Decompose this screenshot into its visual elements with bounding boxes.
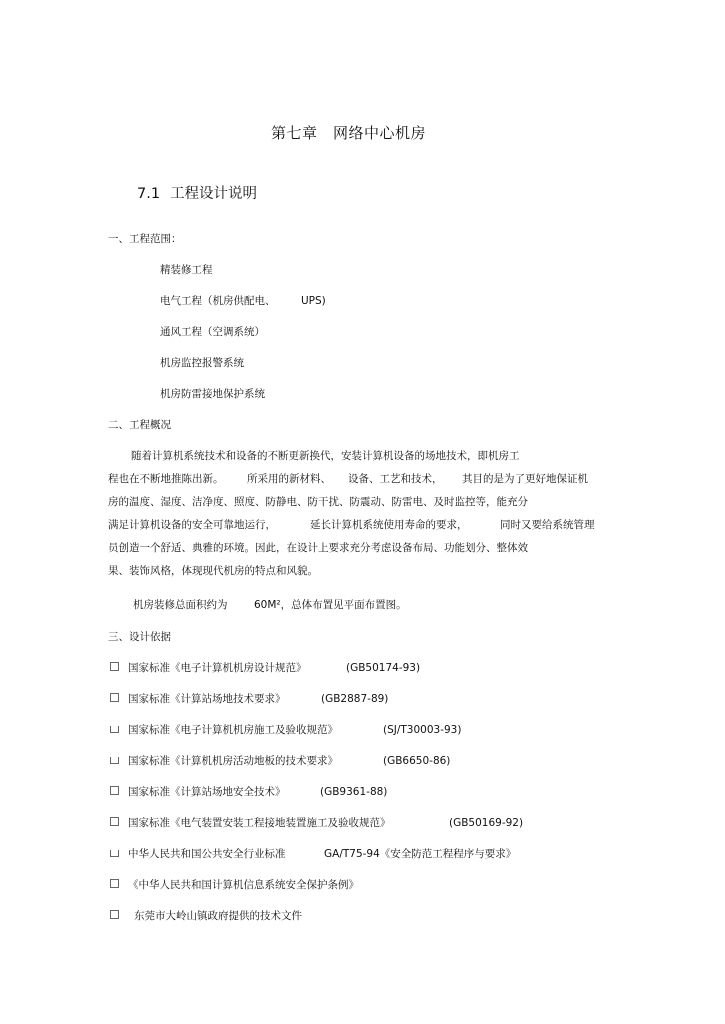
- part3-heading: 三、设计依据: [108, 631, 171, 643]
- checkbox-icon: [110, 662, 119, 671]
- overview-line: 所采用的新材料、: [247, 473, 331, 485]
- scope-item: 精装修工程: [160, 264, 213, 276]
- overview-line: 果、装饰风格，体现现代机房的特点和风貌。: [108, 565, 318, 577]
- overview-line: 房的温度、湿度、洁净度、照度、防静电、防干扰、防震动、防雷电、及时监控等，能充分: [108, 496, 528, 508]
- overview-line: 员创造一个舒适、典雅的环境。因此，在设计上要求充分考虑设备布局、功能划分、整体效: [108, 542, 528, 554]
- scope-item: 通风工程（空调系统）: [160, 326, 265, 338]
- basis-item: 国家标准《计算站场地安全技术》 (GB9361-88): [110, 785, 119, 799]
- basis-item: 国家标准《计算机机房活动地板的技术要求》 (GB6650-86): [110, 754, 119, 768]
- checkbox-icon: [110, 757, 119, 764]
- basis-item: 东莞市大岭山镇政府提供的技术文件: [110, 909, 119, 923]
- basis-item: 国家标准《电子计算机机房设计规范》 (GB50174-93): [110, 661, 119, 675]
- basis-item: 中华人民共和国公共安全行业标准 GA/T75-94《安全防范工程程序与要求》: [110, 847, 119, 861]
- scope-item: 机房监控报警系统: [160, 357, 244, 369]
- checkbox-icon: [110, 910, 119, 919]
- overview-line: 设备、工艺和技术，: [348, 473, 443, 485]
- overview-line: 其目的是为了更好地保证机: [462, 473, 588, 485]
- checkbox-icon: [110, 817, 119, 826]
- overview-line: 程也在不断地推陈出新。: [108, 473, 224, 485]
- basis-item: 国家标准《计算站场地技术要求》 (GB2887-89): [110, 692, 119, 706]
- basis-item: 国家标准《电子计算机机房施工及验收规范》 (SJ/T30003-93): [110, 723, 119, 737]
- checkbox-icon: [110, 879, 119, 888]
- section-title: 工程设计说明: [170, 186, 258, 202]
- checkbox-icon: [110, 850, 119, 857]
- basis-item: 《中华人民共和国计算机信息系统安全保护条例》: [110, 878, 119, 892]
- overview-line: 满足计算机设备的安全可靠地运行，: [108, 519, 276, 531]
- section-heading: [137, 184, 257, 204]
- scope-item: 电气工程（机房供配电、: [160, 295, 276, 307]
- checkbox-icon: [110, 726, 119, 733]
- part1-heading: 一、工程范围：: [108, 233, 182, 245]
- chapter-title: 第七章 网络中心机房: [271, 124, 427, 142]
- checkbox-icon: [110, 693, 119, 702]
- overview-line: 延长计算机系统使用寿命的要求，: [310, 519, 468, 531]
- overview-line: 随着计算机系统技术和设备的不断更新换代，安装计算机设备的场地技术，即机房工: [131, 450, 520, 462]
- scope-item-ups: UPS): [301, 295, 326, 307]
- section-number: 7.1: [137, 186, 161, 202]
- checkbox-icon: [110, 786, 119, 795]
- part2-heading: 二、工程概况: [108, 419, 171, 431]
- basis-item: 国家标准《电气装置安装工程接地装置施工及验收规范》 (GB50169-92): [110, 816, 119, 830]
- area-label: 机房装修总面积约为: [133, 599, 228, 611]
- area-value: 60M²，总体布置见平面布置图。: [254, 599, 407, 611]
- overview-line: 同时又要给系统管理: [500, 519, 595, 531]
- scope-item: 机房防雷接地保护系统: [160, 388, 265, 400]
